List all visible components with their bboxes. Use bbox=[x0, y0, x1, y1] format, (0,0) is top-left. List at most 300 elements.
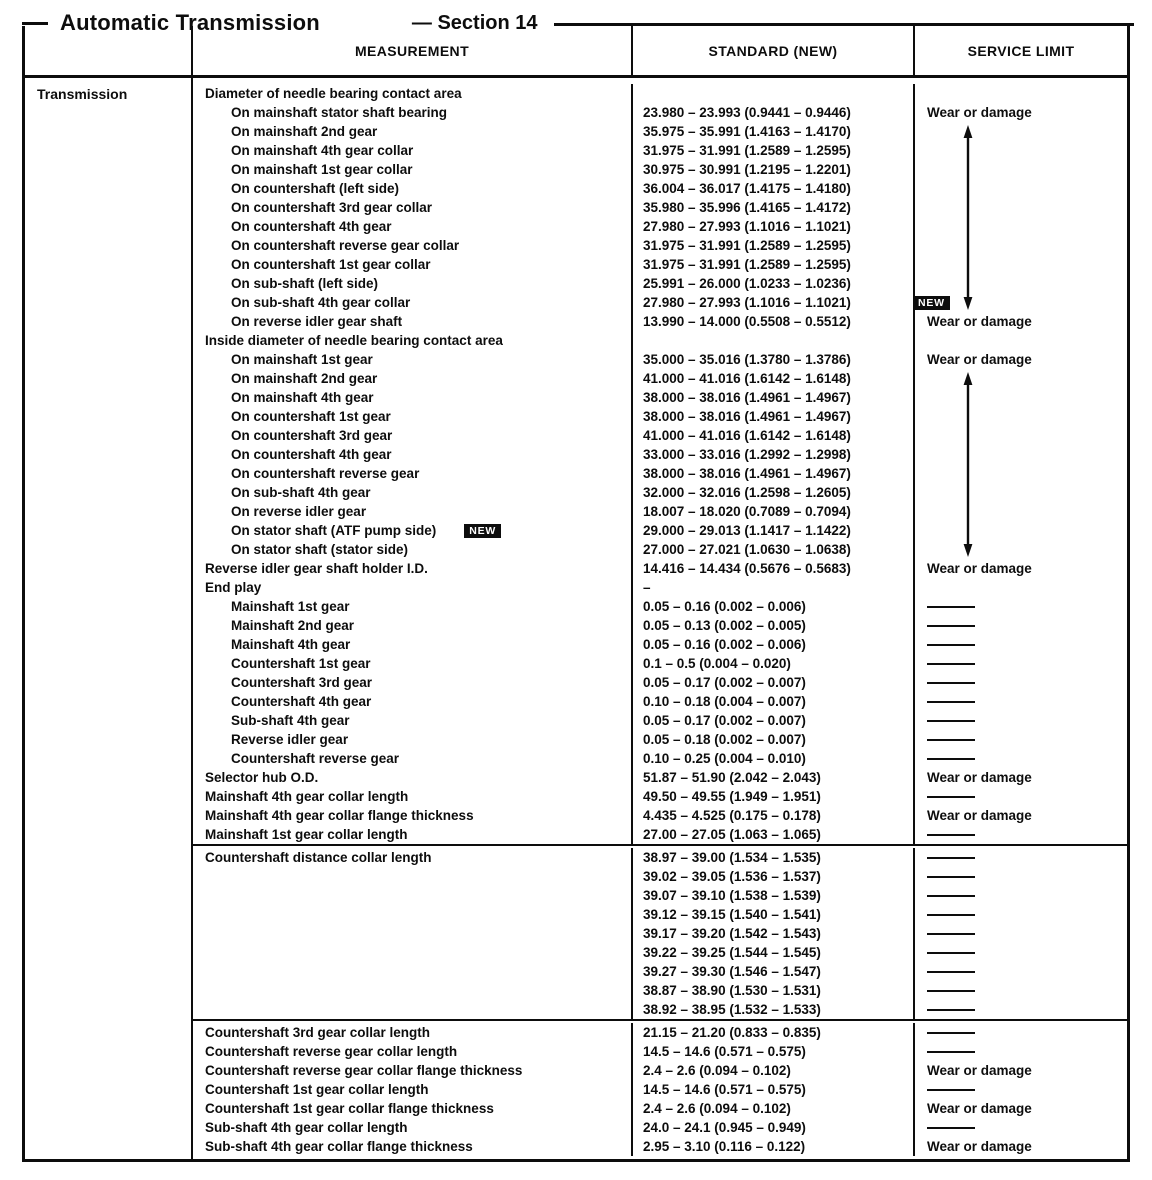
standard-value: 49.50 – 49.55 (1.949 – 1.951) bbox=[643, 789, 821, 804]
table-row bbox=[193, 198, 1127, 217]
measurement-cell bbox=[193, 293, 633, 312]
standard-cell bbox=[633, 103, 915, 122]
standard-cell bbox=[633, 848, 915, 867]
service-limit-cell bbox=[915, 350, 1127, 369]
measurement-cell bbox=[193, 578, 633, 597]
measurement-label: On countershaft 3rd gear collar bbox=[231, 200, 433, 215]
standard-cell bbox=[633, 787, 915, 806]
standard-value: 29.000 – 29.013 (1.1417 – 1.1422) bbox=[643, 523, 851, 538]
standard-cell bbox=[633, 635, 915, 654]
measurement-label: On stator shaft (stator side) bbox=[231, 542, 409, 557]
standard-cell bbox=[633, 943, 915, 962]
measurement-cell bbox=[193, 388, 633, 407]
table-row bbox=[193, 217, 1127, 236]
standard-value: 2.4 – 2.6 (0.094 – 0.102) bbox=[643, 1063, 791, 1078]
table-row bbox=[193, 768, 1127, 787]
measurement-cell bbox=[193, 905, 633, 924]
service-limit-cell bbox=[915, 943, 1127, 962]
standard-cell bbox=[633, 711, 915, 730]
table-row bbox=[193, 806, 1127, 825]
table-row bbox=[193, 160, 1127, 179]
measurement-label: Countershaft 1st gear collar length bbox=[205, 1082, 429, 1097]
measurement-label: Reverse idler gear bbox=[231, 732, 349, 747]
measurement-cell bbox=[193, 255, 633, 274]
measurement-cell bbox=[193, 787, 633, 806]
standard-value: 24.0 – 24.1 (0.945 – 0.949) bbox=[643, 1120, 806, 1135]
table-row bbox=[193, 1080, 1127, 1099]
dash-line bbox=[927, 758, 975, 760]
service-limit-cell bbox=[915, 483, 1127, 502]
table-row bbox=[193, 692, 1127, 711]
dash-line bbox=[927, 971, 975, 973]
table-section-1 bbox=[193, 78, 1127, 331]
standard-value: 4.435 – 4.525 (0.175 – 0.178) bbox=[643, 808, 821, 823]
standard-value: 21.15 – 21.20 (0.833 – 0.835) bbox=[643, 1025, 821, 1040]
table-row bbox=[193, 848, 1127, 867]
dash-line bbox=[927, 1127, 975, 1129]
measurement-cell bbox=[193, 1099, 633, 1118]
table-row bbox=[193, 559, 1127, 578]
measurement-cell bbox=[193, 179, 633, 198]
service-limit-value: Wear or damage bbox=[927, 770, 1032, 785]
standard-value: 31.975 – 31.991 (1.2589 – 1.2595) bbox=[643, 257, 851, 272]
measurement-cell bbox=[193, 848, 633, 867]
table-row bbox=[193, 962, 1127, 981]
measurement-cell bbox=[193, 924, 633, 943]
component-label: Transmission bbox=[37, 86, 128, 102]
measurement-label: Mainshaft 4th gear collar length bbox=[205, 789, 409, 804]
measurement-cell bbox=[193, 122, 633, 141]
table-row bbox=[193, 654, 1127, 673]
standard-cell bbox=[633, 1042, 915, 1061]
standard-value: 0.1 – 0.5 (0.004 – 0.020) bbox=[643, 656, 791, 671]
component-cell bbox=[25, 78, 193, 1159]
standard-cell bbox=[633, 806, 915, 825]
table-row bbox=[193, 179, 1127, 198]
measurement-cell bbox=[193, 981, 633, 1000]
table-row bbox=[193, 388, 1127, 407]
standard-cell bbox=[633, 673, 915, 692]
table-row bbox=[193, 255, 1127, 274]
dash-line bbox=[927, 682, 975, 684]
standard-cell bbox=[633, 179, 915, 198]
standard-cell bbox=[633, 1023, 915, 1042]
service-limit-cell bbox=[915, 388, 1127, 407]
measurement-cell bbox=[193, 616, 633, 635]
standard-cell bbox=[633, 905, 915, 924]
standard-cell bbox=[633, 331, 915, 350]
table-row bbox=[193, 350, 1127, 369]
measurement-label: Countershaft 1st gear collar flange thickness bbox=[205, 1101, 494, 1116]
measurement-label: Mainshaft 1st gear collar length bbox=[205, 827, 408, 842]
measurement-cell bbox=[193, 711, 633, 730]
dash-line bbox=[927, 606, 975, 608]
service-limit-cell bbox=[915, 981, 1127, 1000]
measurement-cell bbox=[193, 483, 633, 502]
measurement-cell bbox=[193, 962, 633, 981]
standard-cell bbox=[633, 464, 915, 483]
table-row bbox=[193, 886, 1127, 905]
standard-cell bbox=[633, 255, 915, 274]
standard-value: 38.000 – 38.016 (1.4961 – 1.4967) bbox=[643, 390, 851, 405]
measurement-cell bbox=[193, 749, 633, 768]
standard-value: 23.980 – 23.993 (0.9441 – 0.9446) bbox=[643, 105, 851, 120]
standard-cell bbox=[633, 597, 915, 616]
standard-value: 36.004 – 36.017 (1.4175 – 1.4180) bbox=[643, 181, 851, 196]
measurement-cell bbox=[193, 369, 633, 388]
measurement-cell bbox=[193, 198, 633, 217]
service-limit-cell bbox=[915, 274, 1127, 293]
measurement-label: Sub-shaft 4th gear bbox=[231, 713, 350, 728]
standard-value: 13.990 – 14.000 (0.5508 – 0.5512) bbox=[643, 314, 851, 329]
measurement-label: Countershaft 3rd gear collar length bbox=[205, 1025, 431, 1040]
service-limit-cell bbox=[915, 312, 1127, 331]
standard-cell bbox=[633, 924, 915, 943]
standard-value: 38.97 – 39.00 (1.534 – 1.535) bbox=[643, 850, 821, 865]
standard-cell bbox=[633, 559, 915, 578]
standard-value: 30.975 – 30.991 (1.2195 – 1.2201) bbox=[643, 162, 851, 177]
measurement-label: On countershaft reverse gear bbox=[231, 466, 420, 481]
new-badge: NEW bbox=[464, 524, 501, 538]
service-limit-cell bbox=[915, 730, 1127, 749]
standard-cell bbox=[633, 521, 915, 540]
table-row bbox=[193, 905, 1127, 924]
standard-cell bbox=[633, 1099, 915, 1118]
service-limit-value: Wear or damage bbox=[927, 1139, 1032, 1154]
dash-line bbox=[927, 857, 975, 859]
measurement-cell bbox=[193, 407, 633, 426]
service-limit-cell bbox=[915, 1000, 1127, 1019]
measurement-cell bbox=[193, 426, 633, 445]
standard-cell bbox=[633, 1137, 915, 1156]
measurement-label: On countershaft 4th gear bbox=[231, 447, 392, 462]
measurement-label: Countershaft 4th gear bbox=[231, 694, 372, 709]
measurement-cell bbox=[193, 825, 633, 844]
table-row bbox=[193, 331, 1127, 350]
standard-cell bbox=[633, 84, 915, 103]
measurement-cell bbox=[193, 84, 633, 103]
measurement-label: On mainshaft 1st gear collar bbox=[231, 162, 413, 177]
standard-value: 25.991 – 26.000 (1.0233 – 1.0236) bbox=[643, 276, 851, 291]
dash-line bbox=[927, 739, 975, 741]
standard-value: 27.000 – 27.021 (1.0630 – 1.0638) bbox=[643, 542, 851, 557]
measurement-label: On countershaft 1st gear collar bbox=[231, 257, 431, 272]
dash-line bbox=[927, 701, 975, 703]
service-limit-cell bbox=[915, 502, 1127, 521]
standard-value: 27.00 – 27.05 (1.063 – 1.065) bbox=[643, 827, 821, 842]
table-row bbox=[193, 274, 1127, 293]
measurement-cell bbox=[193, 521, 633, 540]
measurement-label: On reverse idler gear bbox=[231, 504, 367, 519]
standard-value: 0.10 – 0.25 (0.004 – 0.010) bbox=[643, 751, 806, 766]
standard-value: 0.05 – 0.18 (0.002 – 0.007) bbox=[643, 732, 806, 747]
table-row bbox=[193, 1137, 1127, 1156]
table-row bbox=[193, 84, 1127, 103]
service-limit-value: Wear or damage bbox=[927, 105, 1032, 120]
service-limit-cell bbox=[915, 236, 1127, 255]
standard-cell bbox=[633, 236, 915, 255]
service-limit-cell bbox=[915, 217, 1127, 236]
measurement-label: On mainshaft 2nd gear bbox=[231, 124, 378, 139]
table-row bbox=[193, 483, 1127, 502]
standard-value: 39.07 – 39.10 (1.538 – 1.539) bbox=[643, 888, 821, 903]
header-component bbox=[25, 26, 193, 75]
measurement-cell bbox=[193, 141, 633, 160]
measurement-label: Countershaft 3rd gear bbox=[231, 675, 373, 690]
measurement-cell bbox=[193, 331, 633, 350]
table-section-2 bbox=[193, 331, 1127, 578]
standard-value: 0.10 – 0.18 (0.004 – 0.007) bbox=[643, 694, 806, 709]
standard-cell bbox=[633, 293, 915, 312]
table-header-row bbox=[25, 26, 1127, 78]
service-limit-cell bbox=[915, 1137, 1127, 1156]
service-limit-cell bbox=[915, 635, 1127, 654]
standard-value: 39.12 – 39.15 (1.540 – 1.541) bbox=[643, 907, 821, 922]
table-row bbox=[193, 1061, 1127, 1080]
standard-value: 38.000 – 38.016 (1.4961 – 1.4967) bbox=[643, 466, 851, 481]
measurement-label: Countershaft reverse gear bbox=[231, 751, 400, 766]
service-limit-cell bbox=[915, 806, 1127, 825]
service-limit-cell bbox=[915, 962, 1127, 981]
dash-line bbox=[927, 720, 975, 722]
dash-line bbox=[927, 644, 975, 646]
standard-value: 39.22 – 39.25 (1.544 – 1.545) bbox=[643, 945, 821, 960]
measurement-label: On sub-shaft 4th gear bbox=[231, 485, 371, 500]
table-row bbox=[193, 236, 1127, 255]
measurement-label: On sub-shaft (left side) bbox=[231, 276, 379, 291]
service-limit-cell bbox=[915, 84, 1127, 103]
standard-cell bbox=[633, 122, 915, 141]
measurement-cell bbox=[193, 768, 633, 787]
measurement-cell bbox=[193, 943, 633, 962]
standard-cell bbox=[633, 540, 915, 559]
standard-value: 14.416 – 14.434 (0.5676 – 0.5683) bbox=[643, 561, 851, 576]
dash-line bbox=[927, 796, 975, 798]
service-limit-cell bbox=[915, 255, 1127, 274]
standard-value: 2.4 – 2.6 (0.094 – 0.102) bbox=[643, 1101, 791, 1116]
service-limit-cell bbox=[915, 711, 1127, 730]
service-limit-value: Wear or damage bbox=[927, 352, 1032, 367]
measurement-cell bbox=[193, 160, 633, 179]
service-limit-cell bbox=[915, 198, 1127, 217]
table-row bbox=[193, 502, 1127, 521]
measurement-label: On reverse idler gear shaft bbox=[231, 314, 403, 329]
measurement-cell bbox=[193, 445, 633, 464]
table-sections bbox=[193, 78, 1127, 1159]
measurement-label: Mainshaft 4th gear collar flange thickness bbox=[205, 808, 474, 823]
standard-value: 31.975 – 31.991 (1.2589 – 1.2595) bbox=[643, 238, 851, 253]
standard-cell bbox=[633, 578, 915, 597]
dash-line bbox=[927, 914, 975, 916]
standard-value: 0.05 – 0.16 (0.002 – 0.006) bbox=[643, 599, 806, 614]
dash-line bbox=[927, 663, 975, 665]
service-limit-cell bbox=[915, 464, 1127, 483]
table-row bbox=[193, 730, 1127, 749]
measurement-label: On countershaft 3rd gear bbox=[231, 428, 393, 443]
spec-table bbox=[22, 26, 1130, 1162]
service-limit-cell bbox=[915, 749, 1127, 768]
measurement-cell bbox=[193, 274, 633, 293]
standard-cell bbox=[633, 886, 915, 905]
dash-line bbox=[927, 990, 975, 992]
service-limit-cell bbox=[915, 160, 1127, 179]
standard-cell bbox=[633, 616, 915, 635]
measurement-label: Mainshaft 1st gear bbox=[231, 599, 350, 614]
dash-line bbox=[927, 1009, 975, 1011]
standard-cell bbox=[633, 483, 915, 502]
standard-cell bbox=[633, 1080, 915, 1099]
service-limit-cell bbox=[915, 673, 1127, 692]
table-row bbox=[193, 521, 1127, 540]
service-limit-cell bbox=[915, 559, 1127, 578]
measurement-cell bbox=[193, 217, 633, 236]
page-title: Automatic Transmission bbox=[60, 10, 320, 35]
standard-value: 35.980 – 35.996 (1.4165 – 1.4172) bbox=[643, 200, 851, 215]
service-limit-value: Wear or damage bbox=[927, 808, 1032, 823]
measurement-label: Countershaft 1st gear bbox=[231, 656, 371, 671]
service-limit-cell bbox=[915, 540, 1127, 559]
measurement-cell bbox=[193, 730, 633, 749]
measurement-label: On mainshaft 1st gear bbox=[231, 352, 373, 367]
measurement-label: Reverse idler gear shaft holder I.D. bbox=[205, 561, 428, 576]
measurement-label: Sub-shaft 4th gear collar length bbox=[205, 1120, 408, 1135]
standard-cell bbox=[633, 692, 915, 711]
service-limit-cell bbox=[915, 924, 1127, 943]
service-limit-cell bbox=[915, 1042, 1127, 1061]
service-limit-cell bbox=[915, 597, 1127, 616]
standard-cell bbox=[633, 981, 915, 1000]
measurement-label: Diameter of needle bearing contact area bbox=[205, 86, 462, 101]
standard-cell bbox=[633, 730, 915, 749]
measurement-label: On countershaft 4th gear bbox=[231, 219, 392, 234]
table-row bbox=[193, 578, 1127, 597]
standard-cell bbox=[633, 141, 915, 160]
measurement-cell bbox=[193, 1023, 633, 1042]
measurement-cell bbox=[193, 236, 633, 255]
table-row bbox=[193, 943, 1127, 962]
standard-value: 33.000 – 33.016 (1.2992 – 1.2998) bbox=[643, 447, 851, 462]
measurement-cell bbox=[193, 597, 633, 616]
service-limit-cell bbox=[915, 1023, 1127, 1042]
measurement-label: End play bbox=[205, 580, 262, 595]
standard-value: 14.5 – 14.6 (0.571 – 0.575) bbox=[643, 1082, 806, 1097]
standard-value: 39.17 – 39.20 (1.542 – 1.543) bbox=[643, 926, 821, 941]
standard-value: 41.000 – 41.016 (1.6142 – 1.6148) bbox=[643, 428, 851, 443]
standard-cell bbox=[633, 749, 915, 768]
service-limit-value: Wear or damage bbox=[927, 314, 1032, 329]
service-limit-cell bbox=[915, 654, 1127, 673]
measurement-cell bbox=[193, 886, 633, 905]
service-limit-cell bbox=[915, 768, 1127, 787]
standard-cell bbox=[633, 198, 915, 217]
table-row bbox=[193, 122, 1127, 141]
standard-value: 18.007 – 18.020 (0.7089 – 0.7094) bbox=[643, 504, 851, 519]
standard-value: 38.92 – 38.95 (1.532 – 1.533) bbox=[643, 1002, 821, 1017]
standard-value: 0.05 – 0.16 (0.002 – 0.006) bbox=[643, 637, 806, 652]
standard-value: 31.975 – 31.991 (1.2589 – 1.2595) bbox=[643, 143, 851, 158]
new-badge: NEW bbox=[913, 296, 950, 310]
table-row bbox=[193, 1099, 1127, 1118]
standard-cell bbox=[633, 445, 915, 464]
measurement-label: Selector hub O.D. bbox=[205, 770, 319, 785]
table-section-4 bbox=[193, 844, 1127, 1019]
measurement-cell bbox=[193, 1080, 633, 1099]
standard-cell bbox=[633, 768, 915, 787]
table-row bbox=[193, 445, 1127, 464]
standard-value: – bbox=[643, 580, 651, 595]
measurement-cell bbox=[193, 350, 633, 369]
table-row bbox=[193, 293, 1127, 312]
standard-value: 0.05 – 0.13 (0.002 – 0.005) bbox=[643, 618, 806, 633]
measurement-cell bbox=[193, 1118, 633, 1137]
standard-value: 35.975 – 35.991 (1.4163 – 1.4170) bbox=[643, 124, 851, 139]
service-limit-value: Wear or damage bbox=[927, 1101, 1032, 1116]
measurement-label: Mainshaft 4th gear bbox=[231, 637, 351, 652]
table-section-5 bbox=[193, 1019, 1127, 1156]
corner-bracket-line bbox=[22, 22, 48, 25]
service-limit-value: Wear or damage bbox=[927, 1063, 1032, 1078]
service-limit-cell bbox=[915, 787, 1127, 806]
measurement-label: Countershaft reverse gear collar length bbox=[205, 1044, 458, 1059]
section-label: — Section 14 bbox=[411, 11, 538, 34]
standard-value: 0.05 – 0.17 (0.002 – 0.007) bbox=[643, 675, 806, 690]
service-limit-cell bbox=[915, 692, 1127, 711]
service-limit-cell bbox=[915, 1061, 1127, 1080]
vertical-range-arrow-icon bbox=[960, 372, 976, 557]
service-limit-cell bbox=[915, 122, 1127, 141]
service-limit-cell bbox=[915, 407, 1127, 426]
dash-line bbox=[927, 952, 975, 954]
table-body bbox=[25, 78, 1127, 1159]
measurement-cell bbox=[193, 806, 633, 825]
service-limit-cell bbox=[915, 293, 1127, 312]
table-row bbox=[193, 141, 1127, 160]
standard-value: 38.87 – 38.90 (1.530 – 1.531) bbox=[643, 983, 821, 998]
table-row bbox=[193, 787, 1127, 806]
service-limit-cell bbox=[915, 141, 1127, 160]
table-row bbox=[193, 924, 1127, 943]
table-row bbox=[193, 597, 1127, 616]
standard-cell bbox=[633, 654, 915, 673]
standard-cell bbox=[633, 502, 915, 521]
service-limit-cell bbox=[915, 179, 1127, 198]
table-row bbox=[193, 464, 1127, 483]
service-limit-cell bbox=[915, 867, 1127, 886]
dash-line bbox=[927, 625, 975, 627]
standard-cell bbox=[633, 426, 915, 445]
standard-cell bbox=[633, 962, 915, 981]
standard-value: 39.02 – 39.05 (1.536 – 1.537) bbox=[643, 869, 821, 884]
standard-value: 41.000 – 41.016 (1.6142 – 1.6148) bbox=[643, 371, 851, 386]
service-limit-cell bbox=[915, 331, 1127, 350]
vertical-range-arrow-icon bbox=[960, 125, 976, 310]
standard-cell bbox=[633, 388, 915, 407]
measurement-cell bbox=[193, 654, 633, 673]
measurement-label: Inside diameter of needle bearing contact area bbox=[205, 333, 503, 348]
table-row bbox=[193, 981, 1127, 1000]
standard-cell bbox=[633, 160, 915, 179]
service-limit-cell bbox=[915, 1080, 1127, 1099]
table-row bbox=[193, 426, 1127, 445]
standard-cell bbox=[633, 369, 915, 388]
measurement-cell bbox=[193, 867, 633, 886]
table-row bbox=[193, 635, 1127, 654]
standard-value: 51.87 – 51.90 (2.042 – 2.043) bbox=[643, 770, 821, 785]
standard-value: 0.05 – 0.17 (0.002 – 0.007) bbox=[643, 713, 806, 728]
service-limit-cell bbox=[915, 616, 1127, 635]
service-limit-cell bbox=[915, 1099, 1127, 1118]
service-limit-cell bbox=[915, 369, 1127, 388]
